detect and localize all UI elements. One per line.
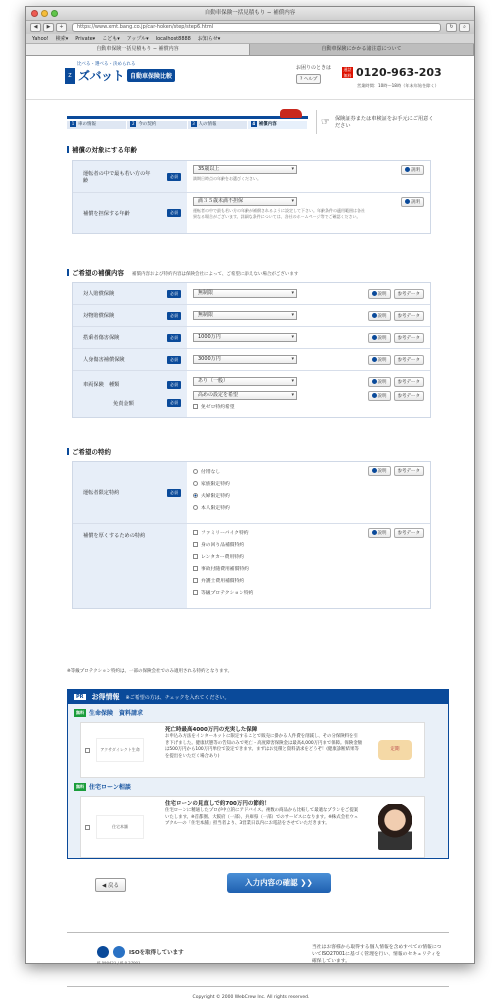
required-badge: 必須	[167, 209, 181, 217]
bookmarks-bar	[26, 34, 474, 44]
explain-button[interactable]	[368, 355, 391, 365]
confirm-button[interactable]: 入力内容の確認 ❯❯	[227, 873, 331, 893]
site-header	[26, 56, 474, 100]
prepare-notice	[316, 110, 436, 134]
phone-number[interactable]: 0120-963-203	[356, 66, 442, 79]
iso-subtext: IS 590421 / IS 0 27001	[97, 960, 141, 965]
business-hours: 営業時間：10時〜18時（年末年始を除く）	[357, 83, 439, 88]
pr-category-home	[74, 782, 448, 791]
rider-option[interactable]	[193, 574, 424, 586]
form-row	[73, 349, 430, 371]
field-label: 搭乗者傷害保険	[83, 335, 120, 341]
explain-button[interactable]	[368, 377, 391, 387]
option-label: 夫婦限定特約	[201, 493, 230, 499]
section-title-text: ご希望の補償内容	[72, 269, 124, 277]
browser-toolbar	[26, 21, 474, 34]
offer-body: 住宅ローンに精通したプロが中立的にアドバイス。複数の商品から比較して最適なプランをご提案いたします。※首都圏、大阪府（一部）、兵庫県（一部）でのサービスになります。※株式会社ウェブクルーの「住宅本舗」担当者より、3営業日以内にお電話をさせていただきます。	[165, 808, 359, 827]
free-badge: 無料	[76, 709, 84, 715]
pr-category-life	[74, 708, 448, 717]
required-badge: 必須	[167, 334, 181, 342]
form-row	[73, 524, 430, 608]
minimize-window-button[interactable]	[41, 10, 48, 17]
field-label: 運転者の中で最も若い方の年齢	[83, 170, 151, 184]
rider-checkbox[interactable]	[193, 530, 198, 535]
step-label: 補償内容	[258, 122, 277, 127]
form-row	[73, 327, 430, 349]
confirm-label: 入力内容の確認	[245, 878, 298, 887]
age-table	[72, 160, 431, 234]
section-title-coverage	[67, 268, 298, 277]
explain-button[interactable]	[368, 391, 391, 401]
radio-button[interactable]	[193, 505, 198, 510]
reference-data-button[interactable]	[394, 333, 425, 343]
progress-track	[67, 116, 308, 119]
explain-label: 説明	[377, 469, 387, 474]
tab-current[interactable]: 自動車保険一括見積もり − 補償内容	[26, 44, 250, 55]
offer-logo: 住宅本舗	[96, 815, 144, 839]
advisor-photo	[378, 804, 412, 850]
info-icon	[372, 313, 377, 318]
footnote: ※等級プロテクション特約は、一部の保険会社でのみ適用される特約となります。	[67, 669, 233, 674]
info-icon	[372, 335, 377, 340]
reference-data-button[interactable]	[394, 289, 425, 299]
iso-logo-icon	[97, 946, 109, 958]
step-number: 1	[71, 121, 75, 126]
required-badge: 必須	[167, 312, 181, 320]
field-note: 満期日時点の年齢をお選びください。	[193, 176, 261, 181]
section-title-riders	[67, 447, 111, 456]
logo-sub-text: 自動車保険比較	[127, 69, 175, 82]
explain-label: 説明	[411, 168, 420, 173]
step-label: 人の情報	[198, 122, 217, 127]
step-item	[67, 121, 127, 129]
free-call-badge: 通話無料	[343, 67, 352, 78]
explain-button[interactable]	[368, 289, 391, 299]
driver-option-self[interactable]	[193, 501, 424, 513]
option-label: 事故付随費用補償特約	[201, 566, 249, 572]
info-icon	[372, 468, 377, 473]
pr-subtitle: ※ご希望の方は、チェックを入れてください。	[125, 694, 230, 701]
pr-panel	[67, 689, 449, 859]
explain-label: 説明	[377, 380, 387, 385]
required-badge: 必須	[167, 173, 181, 181]
field-note: 運転者の中で最も若い方の年齢が補償されるように設定して下さい。年齢条件の適用範囲は各社異なる場合がございます。詳細な条件については、各社のホームページ等でご確認ください。	[193, 208, 365, 219]
form-row	[73, 193, 430, 233]
zero-deductible-checkbox[interactable]	[193, 404, 198, 409]
bookmark-item[interactable]: Private▾	[75, 35, 96, 42]
option-label: 本人限定特約	[201, 505, 230, 511]
back-arrow-icon[interactable]: ◀	[30, 23, 41, 32]
bookmark-item[interactable]: お知らせ▾	[197, 36, 221, 42]
rider-checkbox[interactable]	[193, 554, 198, 559]
tab-strip	[26, 44, 474, 56]
reference-data-button[interactable]	[394, 377, 425, 387]
age-condition-select[interactable]: 満３５歳未満不担保 ▾	[193, 197, 297, 206]
explain-label: 説明	[377, 358, 387, 363]
option-label: 等級プロテクション特約	[201, 590, 254, 596]
help-button[interactable]: ? ヘルプ	[296, 74, 321, 84]
step-label: 車の情報	[78, 122, 96, 127]
step-item	[188, 121, 248, 129]
category-label: 住宅ローン相談	[89, 784, 131, 791]
rider-option[interactable]	[193, 562, 424, 574]
offer-title: 住宅ローンの見直しで約700万円の節約！	[165, 801, 270, 807]
copyright: Copyright © 2000 WebCrew Inc. All rights reserved.	[192, 995, 310, 1000]
option-label: 付帯なし	[201, 469, 221, 475]
iso-text: ISOを取得しています	[129, 950, 184, 956]
explain-button[interactable]	[368, 528, 391, 538]
driver-option-family[interactable]	[193, 477, 424, 489]
bookmark-item[interactable]: こども▾	[102, 36, 120, 42]
pointing-hand-icon: ☞	[321, 116, 330, 128]
rider-option[interactable]	[193, 550, 424, 562]
option-label: 家族限定特約	[201, 481, 230, 487]
info-icon	[372, 393, 377, 398]
field-label: 補償を担保する年齢	[83, 210, 130, 217]
offer-badge: 定期	[378, 740, 412, 760]
browser-window	[25, 6, 475, 1000]
explain-label: 説明	[411, 200, 420, 205]
step-number: 2	[131, 121, 135, 126]
option-label: 身の回り品補償特約	[201, 542, 245, 548]
reference-label: 参考データ	[397, 531, 420, 536]
personal-injury-select[interactable]: 3000万円 ▾	[193, 355, 297, 364]
field-label: 車両保険 種類	[83, 382, 120, 388]
info-icon	[372, 379, 377, 384]
field-label: 免責金額	[113, 401, 134, 407]
radio-button[interactable]	[193, 469, 198, 474]
required-badge: 必須	[167, 489, 181, 497]
explain-button[interactable]	[401, 197, 424, 207]
privacy-text: 当社はお客様から取得する個人情報を含めすべての情報についてISO27001に基づく管理を行い、情報のセキュリティを確保しています。	[312, 945, 442, 964]
vehicle-insurance-select[interactable]: あり（一般） ▾	[193, 377, 297, 386]
rider-option[interactable]	[193, 538, 424, 550]
site-logo[interactable]	[65, 62, 175, 84]
required-badge: 必須	[167, 356, 181, 364]
divider	[67, 986, 449, 987]
passenger-injury-select[interactable]: 1000万円 ▾	[193, 333, 297, 342]
form-row	[73, 371, 430, 417]
reference-label: 参考データ	[397, 358, 420, 363]
explain-button[interactable]	[401, 165, 424, 175]
step-number: 4	[252, 121, 256, 126]
free-badge: 無料	[76, 783, 84, 789]
info-icon	[405, 199, 410, 204]
notice-text: 保険証券または車検証をお手元にご用意ください	[334, 116, 434, 129]
explain-label: 説明	[377, 292, 387, 297]
explain-label: 説明	[377, 531, 387, 536]
offer-logo: アクサダイレクト生命	[96, 738, 144, 762]
deductible-select[interactable]: 高めの設定を希望 ▾	[193, 391, 297, 400]
section-title-text: ご希望の特約	[72, 448, 111, 456]
divider	[67, 932, 449, 933]
required-badge: 必須	[167, 381, 181, 389]
info-icon	[372, 530, 377, 535]
close-window-button[interactable]	[31, 10, 38, 17]
required-badge: 必須	[167, 290, 181, 298]
reference-label: 参考データ	[397, 380, 420, 385]
field-label: 対人賠償保険	[83, 291, 115, 297]
iso-block	[97, 946, 184, 958]
info-icon	[372, 291, 377, 296]
form-row	[73, 305, 430, 327]
step-number: 3	[192, 121, 195, 126]
explain-label: 説明	[377, 336, 387, 341]
reference-data-button[interactable]	[394, 466, 425, 476]
option-label: 免ゼロ特約希望	[201, 404, 235, 410]
logo-main-text: ズバット	[78, 69, 125, 83]
field-label: 運転者限定特約	[83, 490, 120, 496]
explain-label: 説明	[377, 394, 387, 399]
bookmark-item[interactable]: Yahoo!	[32, 35, 49, 42]
required-badge: 必須	[167, 399, 181, 407]
pr-tag: PR	[76, 694, 84, 700]
logo-mark-icon: Z	[65, 68, 75, 84]
reference-data-button[interactable]	[394, 311, 425, 321]
radio-button[interactable]	[193, 481, 198, 486]
help-prompt: お困りのときは	[296, 65, 332, 71]
bookmark-item[interactable]: アップル▾	[126, 36, 149, 42]
step-label: 今の契約	[138, 122, 157, 127]
search-icon[interactable]: ⌕	[459, 23, 470, 32]
forward-arrow-icon[interactable]: ▶	[43, 23, 54, 32]
reference-label: 参考データ	[397, 336, 420, 341]
form-row	[73, 283, 430, 305]
radio-button-selected[interactable]	[193, 493, 198, 498]
field-label: 人身傷害補償保険	[83, 357, 125, 363]
step-item-current	[248, 121, 308, 129]
logo-tagline: 比べる・選べる・決められる	[77, 62, 136, 67]
rider-checkbox[interactable]	[193, 590, 198, 595]
field-label: 補償を厚くするための特約	[83, 533, 146, 539]
option-label: 弁護士費用補償特約	[201, 578, 245, 584]
help-button-label: ヘルプ	[303, 77, 318, 82]
car-icon	[280, 109, 302, 118]
add-tab-icon[interactable]: +	[56, 23, 67, 32]
offer-checkbox[interactable]	[85, 825, 90, 830]
explain-button[interactable]	[368, 466, 391, 476]
reference-data-button[interactable]	[394, 355, 425, 365]
section-title-text: 補償の対象にする年齢	[72, 146, 137, 154]
info-icon	[405, 167, 410, 172]
option-label: レンタカー費用特約	[201, 554, 244, 560]
rider-checkbox[interactable]	[193, 566, 198, 571]
info-icon	[372, 357, 377, 362]
zoom-window-button[interactable]	[51, 10, 58, 17]
field-label: 対物賠償保険	[83, 313, 115, 319]
reference-label: 参考データ	[397, 469, 420, 474]
section-subtitle: 補償内容および特約内容は保険会社によって、ご希望に添えない場合がございます	[132, 272, 299, 277]
youngest-age-select[interactable]: 35歳以上 ▾	[193, 165, 297, 174]
offer-body: お申込み方法をインターネットに限定することで販売に掛かる人件費を削減し、その分保険料を引き下げました。健康状態等の告知のみで死亡・高度障害保険金は最高4,000万円まで保障。保険金額は500万円から100万円単位で設定できます。まずはお見積と資料請求をどうぞ！(健康診断結果等を提出をいただく場合あり)	[165, 734, 362, 759]
explain-label: 説明	[377, 314, 387, 319]
page-content	[26, 56, 474, 1000]
bookmark-item[interactable]: localhost8888	[155, 35, 191, 42]
driver-option-couple[interactable]	[193, 489, 424, 501]
reference-data-button[interactable]	[394, 528, 425, 538]
pr-title: お得情報	[91, 693, 120, 701]
rider-option[interactable]	[193, 586, 424, 598]
property-damage-select[interactable]: 無制限 ▾	[193, 311, 297, 320]
reference-label: 参考データ	[397, 292, 420, 297]
offer-checkbox[interactable]	[85, 748, 90, 753]
reference-data-button[interactable]	[394, 391, 425, 401]
explain-button[interactable]	[368, 333, 391, 343]
window-title: 自動車保険一括見積もり − 補償内容	[204, 10, 296, 16]
zero-deductible-option[interactable]	[193, 400, 424, 412]
back-label: 戻る	[107, 883, 119, 889]
offer-card-life	[80, 722, 425, 778]
iso-logo-icon	[113, 946, 125, 958]
reference-label: 参考データ	[397, 394, 420, 399]
coverage-table	[72, 282, 431, 418]
rider-checkbox[interactable]	[193, 578, 198, 583]
category-label: 生命保険 資料請求	[89, 710, 144, 717]
option-label: ファミリーバイク特約	[201, 530, 249, 536]
rider-checkbox[interactable]	[193, 542, 198, 547]
step-item	[127, 121, 187, 129]
form-row	[73, 462, 430, 524]
form-row	[73, 161, 430, 193]
bodily-injury-select[interactable]: 無制限 ▾	[193, 289, 297, 298]
progress-steps	[67, 109, 308, 129]
tab-notes[interactable]: 自動車保険にかかる諸注意について	[250, 44, 474, 55]
section-title-age	[67, 145, 137, 154]
title-bar	[26, 7, 474, 21]
riders-table	[72, 461, 431, 609]
pr-header	[68, 690, 448, 704]
phone-block	[342, 66, 442, 79]
back-button[interactable]: ◀ 戻る	[95, 878, 126, 892]
reload-icon[interactable]: ↻	[446, 23, 457, 32]
address-bar[interactable]: https://www.xmt.bang.co.jp/car-hoken/step/step6.html	[72, 23, 441, 32]
explain-button[interactable]	[368, 311, 391, 321]
reference-label: 参考データ	[397, 314, 420, 319]
bookmark-item[interactable]: 検索▾	[55, 36, 69, 42]
offer-title: 死亡時最高4000万円の充実した保障	[165, 727, 258, 733]
help-block	[296, 64, 331, 84]
offer-card-home	[80, 796, 425, 858]
